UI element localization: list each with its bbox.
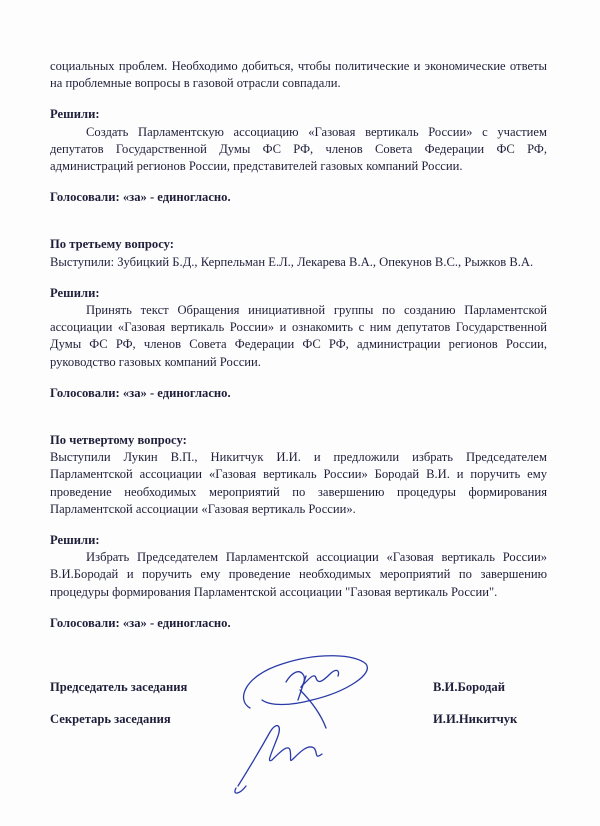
chair-role: Председатель заседания [50,680,188,694]
intro-paragraph: социальных проблем. Необходимо добиться, чтобы политические и экономические ответы на проблемные вопросы в газовой отрасли совпадали. [50,59,547,91]
decision1-text: Создать Парламентскую ассоциацию «Газовая вертикаль России» с участием депутатов Государственной Думы ФС РФ, членов Совета Федерации ФС РФ, администраций регионов России, представителей газовых компаний России. [50,124,547,174]
chair-name: В.И.Бородай [433,680,505,694]
question4-speakers: Выступили Лукин В.П., Никитчук И.И. и предложили избрать Председателем Парламентской ассоциации «Газовая вертикаль России» Бородай В.И. и поручить ему проведение необходимых мероприятий по завершению процедуры формирования Парламентской ассоциации «Газовая вертикаль России». [50,450,547,516]
decision1-heading: Решили: [50,107,100,122]
decision2-vote: Голосовали: «за» - единогласно. [50,385,231,400]
decision2-text: Принять текст Обращения инициативной группы по созданию Парламентской ассоциации «Газовая вертикаль России» и ознакомить с ним депутатов Государственной Думы ФС РФ, членов Совета Федерации ФС РФ, администрации регионов России, руководство газовых компаний России. [50,303,547,369]
document-body [50,58,547,632]
question4-heading: По четвертому вопросу: [50,433,187,448]
decision1-vote: Голосовали: «за» - единогласно. [50,190,231,205]
decision3-heading: Решили: [50,533,100,548]
question3-speakers: Выступили: Зубицкий Б.Д., Керпельман Е.Л., Лекарева В.А., Опекунов В.С., Рыжков В.А. [50,254,534,269]
chair-signature [244,656,368,728]
decision3-vote: Голосовали: «за» - единогласно. [50,615,231,630]
secretary-role: Секретарь заседания [50,712,171,726]
question3-heading: По третьему вопросу: [50,237,174,252]
secretary-name: И.И.Никитчук [433,712,518,726]
secretary-signature [235,726,322,793]
decision3-text: Избрать Председателем Парламентской ассоциации «Газовая вертикаль России» В.И.Бородай и поручить ему проведение необходимых мероприятий по завершению процедуры формирования Парламентской ассоциации "Газовая вертикаль России". [50,550,547,599]
decision2-heading: Решили: [50,285,100,300]
